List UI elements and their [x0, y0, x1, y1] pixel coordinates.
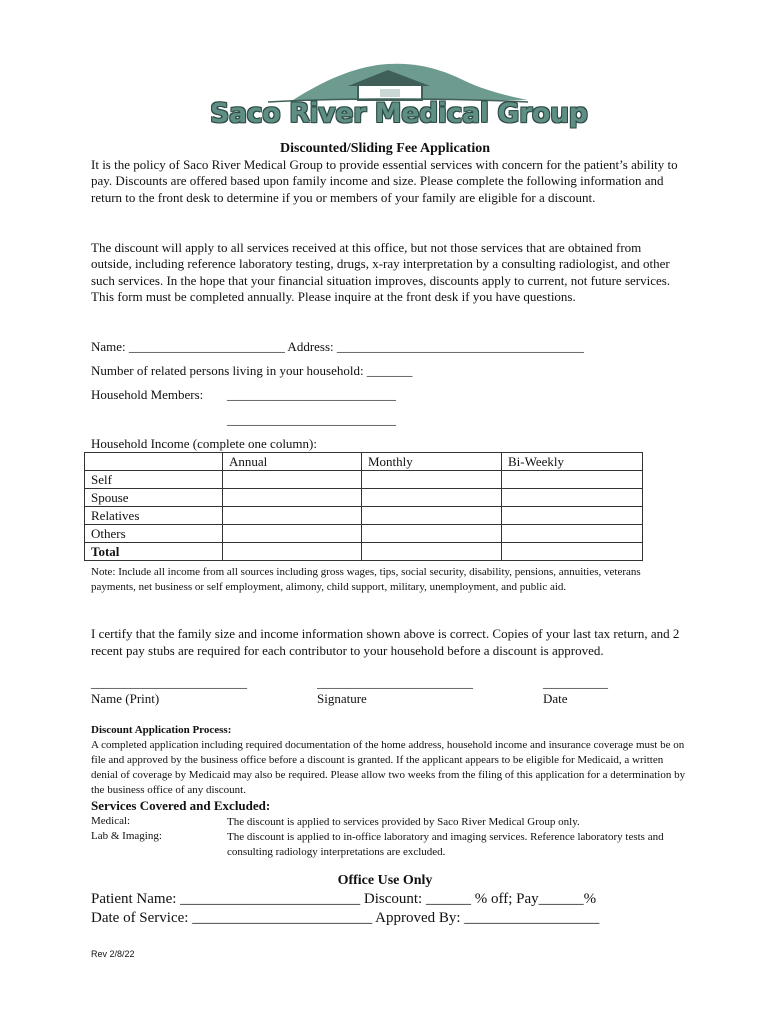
- input-cell[interactable]: [502, 471, 643, 489]
- header-cell-biweekly: Bi-Weekly: [502, 453, 643, 471]
- office-patient-discount-line[interactable]: Patient Name: ________________________ Discount: ______ % off; Pay______%: [91, 891, 597, 907]
- lab-imaging-text: The discount is applied to in-office laboratory and imaging services. Reference laboratory tests and consulting radiology interpretations are excluded.: [227, 831, 664, 858]
- table-row: [85, 525, 643, 543]
- discount-process-text: A completed application including required documentation of the home address, household income and insurance coverage must be on file and approved by the business office before a discount is granted. If the applicant appears to be eligible for Medicaid, a written denial of coverage by Medicaid may also be required. Please allow two weeks from the filing of this application for a determination by the business office of any discount.: [91, 739, 686, 796]
- discount-process-heading: Discount Application Process:: [91, 724, 232, 736]
- input-cell[interactable]: [223, 507, 362, 525]
- lab-imaging-label: Lab & Imaging:: [91, 830, 162, 842]
- medical-label: Medical:: [91, 815, 131, 827]
- services-heading: Services Covered and Excluded:: [91, 798, 271, 813]
- discount-process-section: [91, 723, 687, 798]
- input-cell[interactable]: [362, 543, 502, 561]
- input-cell[interactable]: [502, 489, 643, 507]
- row-label-others: Others: [85, 525, 223, 543]
- signature-label: Signature: [317, 691, 367, 706]
- income-note: Note: Include all income from all sources including gross wages, tips, social security, disability, pensions, annuities, veterans payments, net business or self employment, alimony, child support, military, unemployment, and public aid.: [91, 566, 641, 593]
- input-cell[interactable]: [502, 525, 643, 543]
- header-cell-blank: [85, 453, 223, 471]
- table-row: [85, 489, 643, 507]
- household-income-label: Household Income (complete one column):: [91, 436, 317, 451]
- table-row: [85, 507, 643, 525]
- name-address-field[interactable]: Name: ________________________ Address: ______________________________________: [91, 339, 584, 354]
- input-cell[interactable]: [502, 507, 643, 525]
- household-members-label: Household Members:: [91, 387, 204, 402]
- row-label-self: Self: [85, 471, 223, 489]
- intro-paragraph-1: It is the policy of Saco River Medical Group to provide essential services with concern for the patient’s ability to pay. Discounts are offered based upon family income and size. Please complete the following information and return to the front desk to determine if you or members of your family are eligible for a discount.: [91, 157, 678, 205]
- household-members-line-2[interactable]: __________________________: [227, 412, 396, 427]
- certification-text: I certify that the family size and income information shown above is correct. Copies of your last tax return, and 2 recent pay stubs are required for each contributor to your household before a discount is approved.: [91, 626, 680, 658]
- header-cell-annual: Annual: [223, 453, 362, 471]
- input-cell[interactable]: [223, 471, 362, 489]
- row-label-spouse: Spouse: [85, 489, 223, 507]
- office-date-approved-line[interactable]: Date of Service: ________________________ Approved By: __________________: [91, 910, 600, 926]
- table-row: [85, 471, 643, 489]
- date-label: Date: [543, 691, 568, 706]
- input-cell[interactable]: [362, 489, 502, 507]
- header-cell-monthly: Monthly: [362, 453, 502, 471]
- practice-logo: [198, 48, 588, 138]
- related-persons-field[interactable]: Number of related persons living in your household: _______: [91, 363, 413, 378]
- input-cell[interactable]: [362, 507, 502, 525]
- date-line[interactable]: __________: [543, 675, 608, 690]
- household-members-line-1[interactable]: __________________________: [227, 387, 396, 402]
- name-print-line[interactable]: ________________________: [91, 675, 247, 690]
- input-cell[interactable]: [223, 489, 362, 507]
- table-row: [85, 543, 643, 561]
- row-label-relatives: Relatives: [85, 507, 223, 525]
- logo-wordmark: Saco River Medical Group: [210, 98, 588, 129]
- medical-text: The discount is applied to services provided by Saco River Medical Group only.: [227, 816, 580, 828]
- household-income-table: [84, 452, 643, 561]
- input-cell[interactable]: [223, 543, 362, 561]
- intro-paragraph-2: The discount will apply to all services received at this office, but not those services that are obtained from outside, including reference laboratory testing, drugs, x-ray interpretation by a consulting radiologist, and other such services. In the hope that your financial situation improves, discounts apply to current, not future services. This form must be completed annually. Please inquire at the front desk if you have questions.: [91, 240, 671, 305]
- signature-line[interactable]: ________________________: [317, 675, 473, 690]
- row-label-total: Total: [85, 543, 223, 561]
- page-title: Discounted/Sliding Fee Application: [279, 141, 491, 156]
- input-cell[interactable]: [362, 525, 502, 543]
- name-print-label: Name (Print): [91, 691, 160, 706]
- input-cell[interactable]: [502, 543, 643, 561]
- office-use-heading: Office Use Only: [337, 873, 433, 888]
- input-cell[interactable]: [223, 525, 362, 543]
- input-cell[interactable]: [362, 471, 502, 489]
- revision-date: Rev 2/8/22: [91, 949, 135, 959]
- table-header-row: [85, 453, 643, 471]
